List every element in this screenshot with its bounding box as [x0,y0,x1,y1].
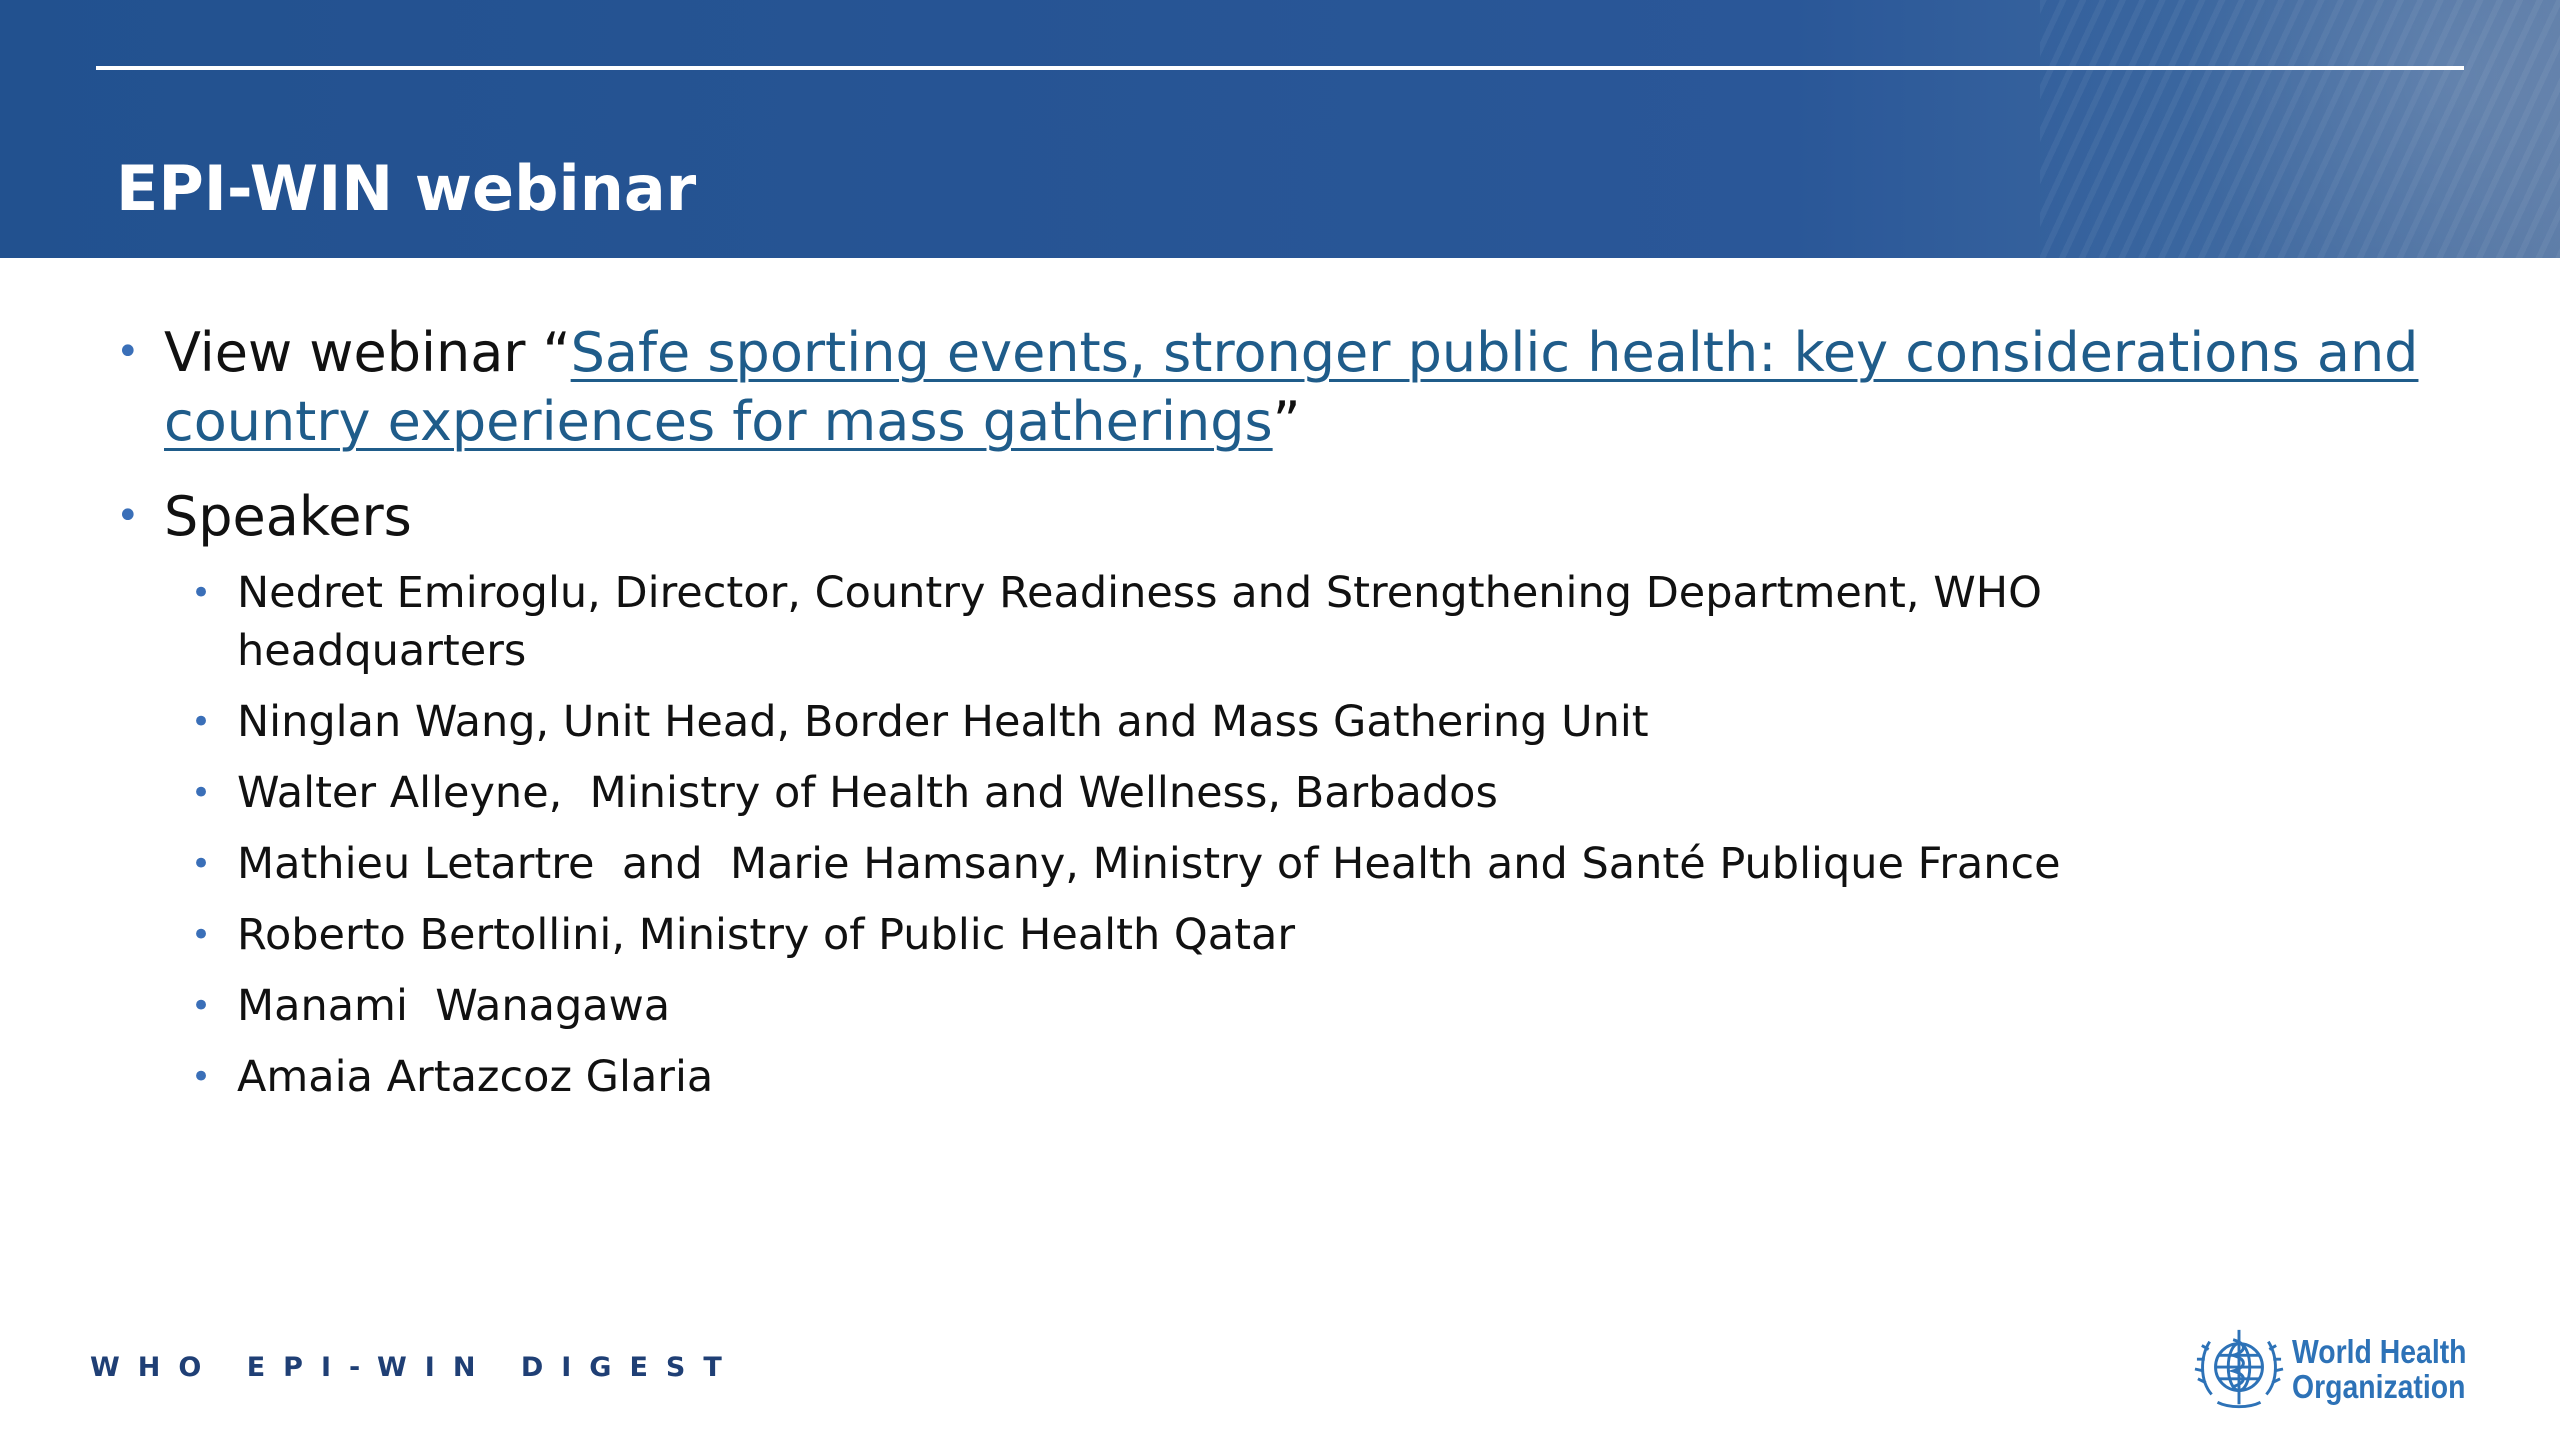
bullet-icon: • [191,1057,212,1097]
footer-digest-label: WHO EPI-WIN DIGEST [90,1352,740,1383]
speaker-item [191,977,2287,1035]
speaker-name: Amaia Artazcoz Glaria [237,1052,714,1102]
slide-title: EPI-WIN webinar [116,152,697,225]
webinar-suffix: ” [1272,390,1301,453]
header-banner [0,0,2560,258]
speakers-heading: Speakers [164,485,412,548]
bullet-icon: • [191,844,212,884]
bullet-icon: • [191,773,212,813]
who-logo-line2: Organization [2292,1368,2466,1405]
speaker-name: Manami Wanagawa [237,981,671,1031]
speaker-item [191,835,2287,893]
who-logo-line1: World Health [2292,1333,2467,1370]
slide-content [112,318,2452,1106]
speaker-list [112,564,2452,1106]
bullet-icon: • [191,986,212,1026]
bullet-icon: • [191,915,212,955]
speakers-bullet [112,482,2452,551]
bullet-icon: • [191,573,212,613]
speakers-section [112,482,2452,1106]
speaker-item [191,1048,2287,1106]
bullet-icon: • [116,329,140,375]
bullet-icon: • [191,702,212,742]
banner-texture [2040,0,2560,258]
speaker-item [191,764,2287,822]
who-emblem-icon [2190,1324,2288,1414]
speaker-name: Mathieu Letartre and Marie Hamsany, Ministry of Health and Santé Publique France [237,839,2061,889]
webinar-prefix: View webinar “ [164,321,571,384]
speaker-name: Nedret Emiroglu, Director, Country Readiness and Strengthening Department, WHO headquarters [237,568,2056,676]
webinar-link[interactable]: Safe sporting events, stronger public health: key considerations and country experiences for mass gatherings [164,321,2419,453]
who-logo-text [2292,1334,2466,1404]
speaker-item [191,564,2287,680]
webinar-bullet [112,318,2452,456]
header-rule [96,66,2464,70]
bullet-icon: • [116,493,140,539]
speaker-item [191,906,2287,964]
speaker-item [191,693,2287,751]
who-logo [2190,1324,2495,1414]
speaker-name: Ninglan Wang, Unit Head, Border Health and Mass Gathering Unit [237,697,1649,747]
speaker-name: Walter Alleyne, Ministry of Health and Wellness, Barbados [237,768,1498,818]
speaker-name: Roberto Bertollini, Ministry of Public Health Qatar [237,910,1295,960]
